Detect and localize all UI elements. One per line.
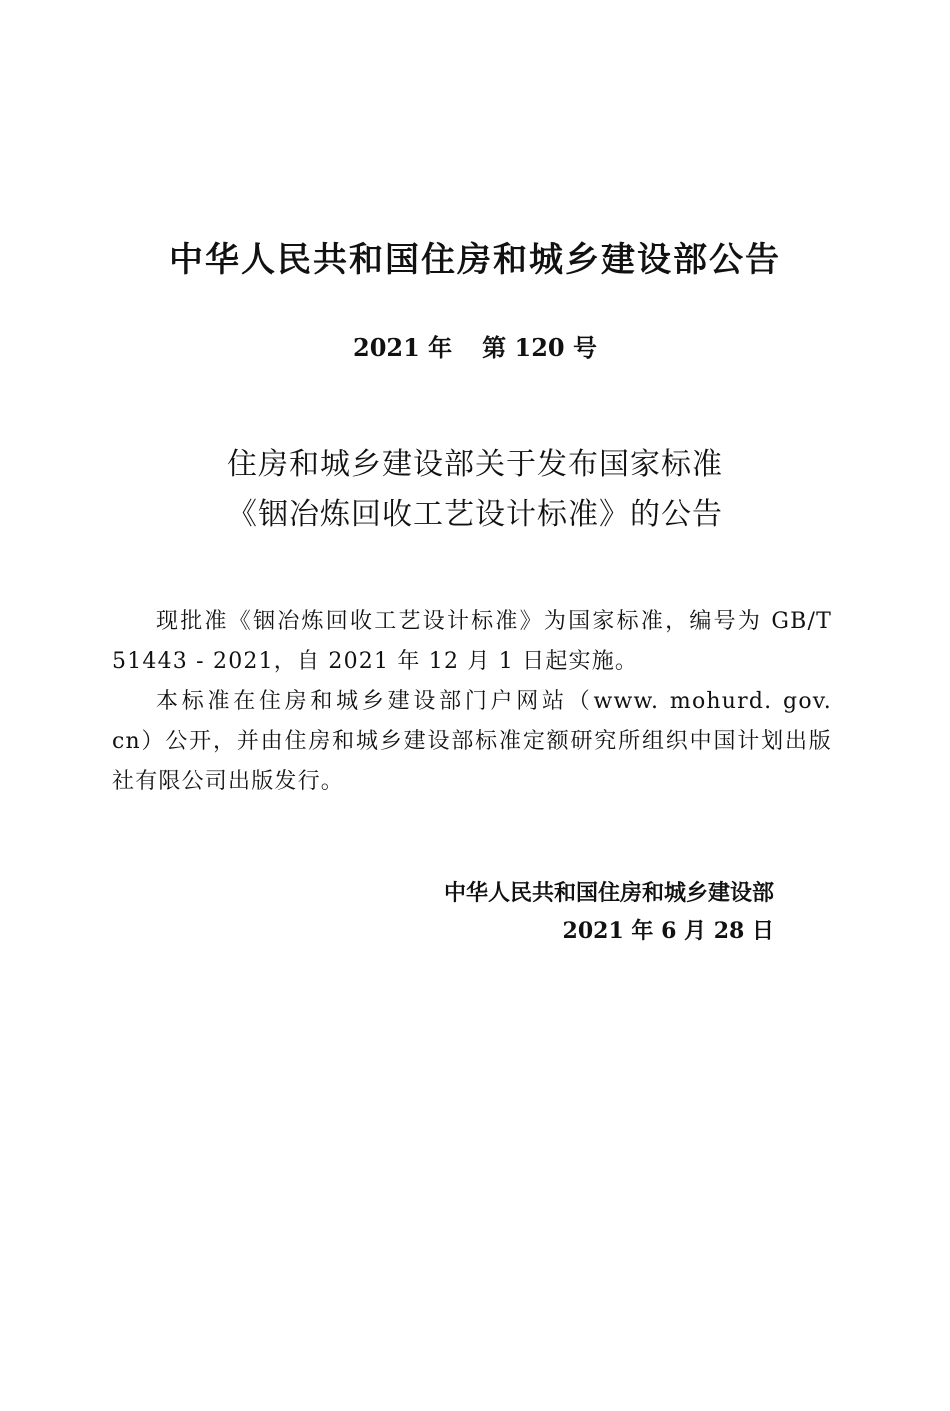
body-text xyxy=(112,602,832,802)
announcement-title: 中华人民共和国住房和城乡建设部公告 xyxy=(169,240,781,280)
announcement-serial: 第 120 号 xyxy=(482,333,597,362)
subject-heading xyxy=(0,440,950,540)
issue-date: 2021 年 6 月 28 日 xyxy=(562,918,774,944)
announcement-year: 2021 年 xyxy=(353,333,453,362)
body-paragraph-publication: 本标准在住房和城乡建设部门户网站（www. mohurd. gov. cn）公开，并由住房和城乡建设部标准定额研究所组织中国计划出版社有限公司出版发行。 xyxy=(112,689,832,794)
subject-line-2: 《铟冶炼回收工艺设计标准》的公告 xyxy=(227,497,723,532)
signature-block xyxy=(444,874,774,950)
subject-line-1: 住房和城乡建设部关于发布国家标准 xyxy=(227,447,723,482)
body-paragraph-approval: 现批准《铟冶炼回收工艺设计标准》为国家标准，编号为 GB/T 51443 - 2021，自 2021 年 12 月 1 日起实施。 xyxy=(112,609,832,674)
announcement-number xyxy=(0,330,950,366)
issuer-name: 中华人民共和国住房和城乡建设部 xyxy=(443,880,774,906)
